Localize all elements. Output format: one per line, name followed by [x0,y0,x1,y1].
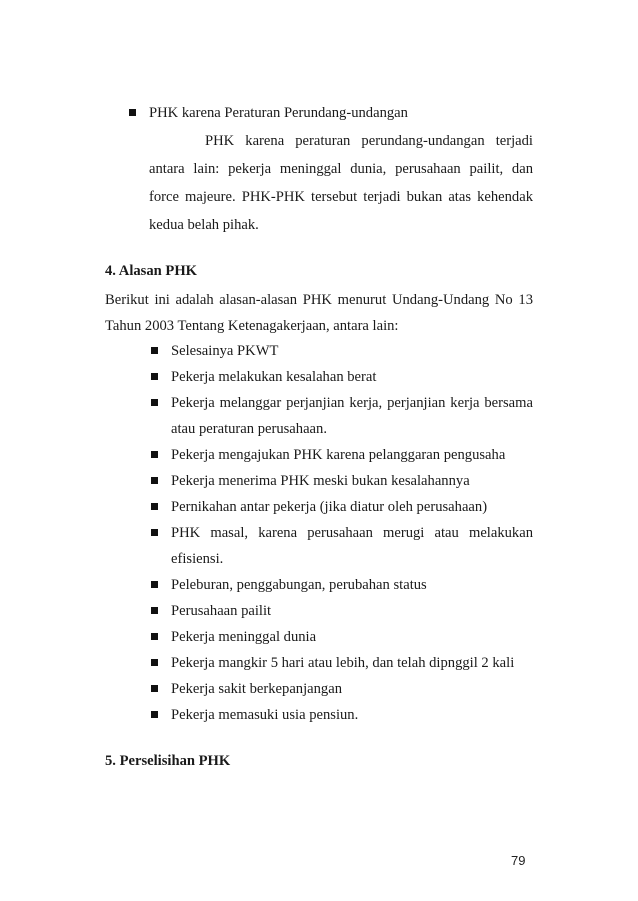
bullet-square-icon [151,581,158,588]
list-item: Peleburan, penggabungan, perubahan status [171,577,427,593]
list-item: Pekerja melanggar perjanjian kerja, perjanjian kerja bersama [171,395,533,411]
bullet-square-icon [151,373,158,380]
section-heading: 4. Alasan PHK [105,263,198,279]
bullet-square-icon [151,607,158,614]
list-item: Perusahaan pailit [171,603,272,619]
bullet-square-icon [151,685,158,692]
bullet-square-icon [151,347,158,354]
paragraph-line: antara lain: pekerja meninggal dunia, perusahaan pailit, dan [149,161,533,177]
list-item: Pernikahan antar pekerja (jika diatur oleh perusahaan) [171,499,488,515]
list-item: Pekerja memasuki usia pensiun. [171,707,359,723]
list-item: Pekerja menerima PHK meski bukan kesalahannya [171,473,470,489]
list-item-continuation: atau peraturan perusahaan. [171,421,327,437]
bullet-square-icon [151,633,158,640]
list-item: Pekerja sakit berkepanjangan [171,681,342,697]
paragraph-line: PHK karena peraturan perundang-undangan terjadi [205,133,533,149]
list-item: Pekerja melakukan kesalahan berat [171,369,377,385]
paragraph-line: kedua belah pihak. [149,217,259,233]
list-item: Pekerja mengajukan PHK karena pelanggaran pengusaha [171,447,506,463]
bullet-square-icon [151,711,158,718]
list-item-continuation: efisiensi. [171,551,224,567]
bullet-square-icon [151,529,158,536]
list-item: Pekerja mangkir 5 hari atau lebih, dan telah dipnggil 2 kali [171,655,515,671]
bullet-title: PHK karena Peraturan Perundang-undangan [149,105,408,121]
bullet-square-icon [151,451,158,458]
list-item: Pekerja meninggal dunia [171,629,317,645]
intro-line: Tahun 2003 Tentang Ketenagakerjaan, antara lain: [105,318,399,334]
paragraph-line: force majeure. PHK-PHK tersebut terjadi bukan atas kehendak [149,189,533,205]
bullet-square-icon [151,477,158,484]
bullet-square-icon [151,659,158,666]
bullet-square-icon [129,109,136,116]
list-item: PHK masal, karena perusahaan merugi atau melakukan [171,525,533,541]
list-item: Selesainya PKWT [171,343,279,359]
bullet-square-icon [151,399,158,406]
section-heading: 5. Perselisihan PHK [105,753,231,769]
page-number: 79 [511,853,526,868]
bullet-square-icon [151,503,158,510]
intro-line: Berikut ini adalah alasan-alasan PHK menurut Undang-Undang No 13 [105,292,533,308]
